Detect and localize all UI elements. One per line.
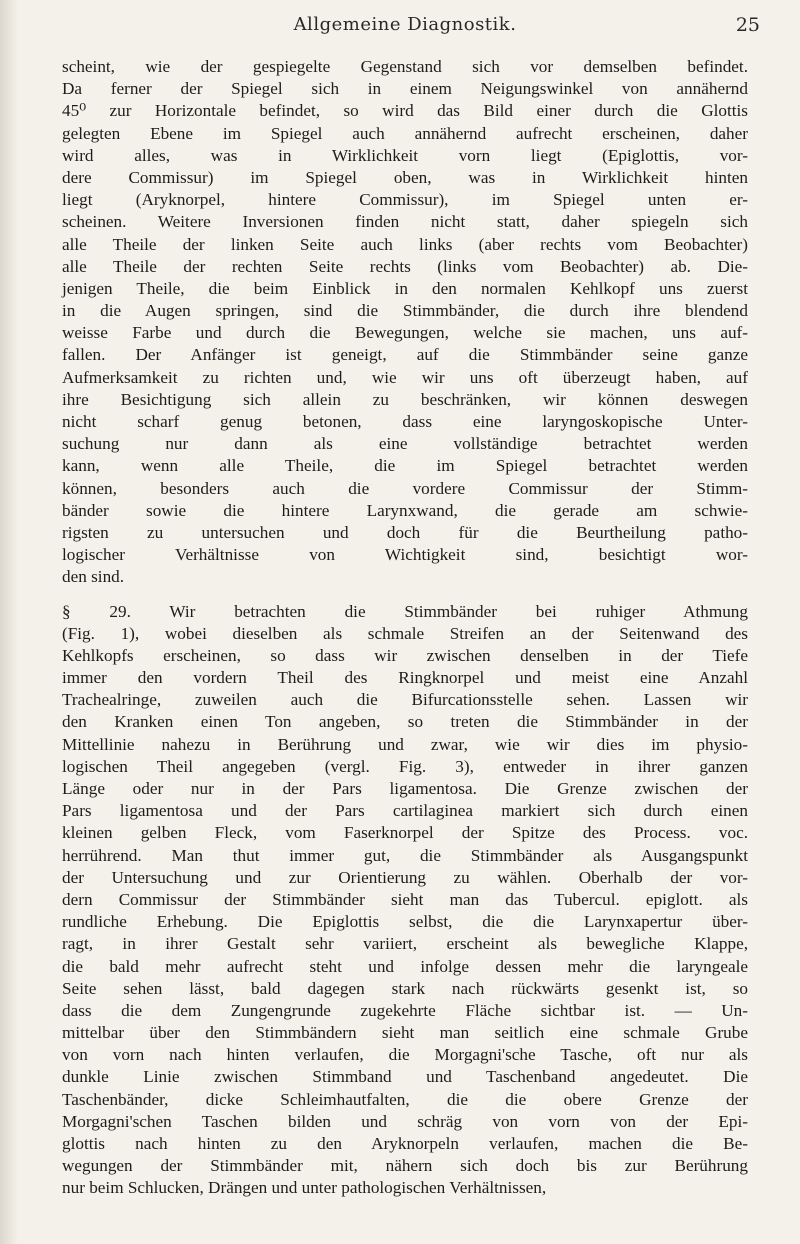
body-text xyxy=(62,56,748,1200)
text-line: alle Theile der rechten Seite rechts (links vom Beobachter) ab. Die- xyxy=(62,256,748,276)
text-line: in die Augen springen, sind die Stimmbänder, die durch ihre blendend xyxy=(62,301,748,321)
text-line: Seite sehen lässt, bald dagegen stark nach rückwärts gesenkt ist, so xyxy=(62,978,748,998)
text-line: den Kranken einen Ton angeben, so treten die Stimmbänder in der xyxy=(62,712,748,732)
page-number: 25 xyxy=(735,14,760,36)
text-line: mittelbar über den Stimmbändern sieht man seitlich eine schmale Grube xyxy=(62,1023,748,1043)
text-line: die bald mehr aufrecht steht und infolge dessen mehr die laryngeale xyxy=(62,956,748,976)
text-line: fallen. Der Anfänger ist geneigt, auf die Stimmbänder seine ganze xyxy=(62,345,748,365)
text-line: logischen Theil angegeben (vergl. Fig. 3), entweder in ihrer ganzen xyxy=(62,756,748,776)
page-edge-shadow xyxy=(0,0,18,1244)
text-line: Morgagni'schen Taschen bilden und schräg von vorn von der Epi- xyxy=(62,1111,748,1131)
text-line: weisse Farbe und durch die Bewegungen, welche sie machen, uns auf- xyxy=(62,323,748,343)
text-line: dunkle Linie zwischen Stimmband und Taschenband angedeutet. Die xyxy=(62,1067,748,1087)
text-line: wegungen der Stimmbänder mit, nähern sich doch bis zur Berührung xyxy=(62,1156,748,1176)
text-line: kleinen gelben Fleck, vom Faserknorpel der Spitze des Process. voc. xyxy=(62,823,748,843)
paragraph-2-section-29 xyxy=(62,601,748,1200)
text-line: glottis nach hinten zu den Aryknorpeln verlaufen, machen die Be- xyxy=(62,1134,748,1153)
text-line: gelegten Ebene im Spiegel auch annähernd aufrecht erscheinen, daher xyxy=(62,123,748,143)
text-line: dern Commissur der Stimmbänder sieht man das Tubercul. epiglott. als xyxy=(62,889,748,909)
text-line: kann, wenn alle Theile, die im Spiegel betrachtet werden xyxy=(62,456,748,476)
text-line: Pars ligamentosa und der Pars cartilaginea markiert sich durch einen xyxy=(62,801,748,821)
text-line: Kehlkopfs erscheinen, so dass wir zwischen denselben in der Tiefe xyxy=(62,645,748,665)
text-line: Da ferner der Spiegel sich in einem Neigungswinkel von annähernd xyxy=(62,79,748,99)
text-line: § 29. Wir betrachten die Stimmbänder bei ruhiger Athmung xyxy=(62,601,748,621)
text-line: nicht scharf genug betonen, dass eine laryngoskopische Unter- xyxy=(62,412,748,431)
text-line: jenigen Theile, die beim Einblick in den normalen Kehlkopf uns zuerst xyxy=(62,278,748,298)
text-line: wird alles, was in Wirklichkeit vorn liegt (Epiglottis, vor- xyxy=(62,145,748,165)
text-line: logischer Verhältnisse von Wichtigkeit sind, besichtigt wor- xyxy=(62,545,748,565)
text-line: Aufmerksamkeit zu richten und, wie wir uns oft überzeugt haben, auf xyxy=(62,367,748,387)
text-line: scheint, wie der gespiegelte Gegenstand sich vor demselben befindet. xyxy=(62,57,748,76)
text-line: von vorn nach hinten verlaufen, die Morgagni'sche Tasche, oft nur als xyxy=(62,1045,748,1065)
text-line: alle Theile der linken Seite auch links (aber rechts vom Beobachter) xyxy=(62,234,748,254)
text-line: nur beim Schlucken, Drängen und unter pathologischen Verhältnissen, xyxy=(62,1178,547,1198)
text-line: den sind. xyxy=(62,567,125,587)
text-line: Mittellinie nahezu in Berührung und zwar, wie wir dies im physio- xyxy=(62,734,748,754)
text-line: dere Commissur) im Spiegel oben, was in Wirklichkeit hinten xyxy=(62,167,748,187)
text-line: Taschenbänder, dicke Schleimhautfalten, die die obere Grenze der xyxy=(62,1089,748,1109)
text-line: Länge oder nur in der Pars ligamentosa. Die Grenze zwischen der xyxy=(62,779,748,798)
text-line: herrührend. Man thut immer gut, die Stimmbänder als Ausgangspunkt xyxy=(62,845,748,865)
running-header xyxy=(50,14,760,40)
text-line: Trachealringe, zuweilen auch die Bifurcationsstelle sehen. Lassen wir xyxy=(62,690,748,710)
text-line: suchung nur dann als eine vollständige betrachtet werden xyxy=(62,434,748,454)
text-line: (Fig. 1), wobei dieselben als schmale Streifen an der Seitenwand des xyxy=(62,623,748,643)
text-line: 45⁰ zur Horizontale befindet, so wird das Bild einer durch die Glottis xyxy=(62,101,748,121)
text-line: ragt, in ihrer Gestalt sehr variiert, erscheint als bewegliche Klappe, xyxy=(62,934,748,954)
running-title: Allgemeine Diagnostik. xyxy=(293,14,517,35)
text-line: rigsten zu untersuchen und doch für die Beurtheilung patho- xyxy=(62,522,748,542)
text-line: bänder sowie die hintere Larynxwand, die gerade am schwie- xyxy=(62,500,748,520)
text-line: scheinen. Weitere Inversionen finden nicht statt, daher spiegeln sich xyxy=(62,212,748,232)
text-line: rundliche Erhebung. Die Epiglottis selbst, die die Larynxapertur über- xyxy=(62,912,748,932)
text-line: der Untersuchung und zur Orientierung zu wählen. Oberhalb der vor- xyxy=(62,867,748,887)
text-line: immer den vordern Theil des Ringknorpel und meist eine Anzahl xyxy=(62,668,748,688)
paragraph-1 xyxy=(62,56,748,589)
text-line: dass die dem Zungengrunde zugekehrte Fläche sichtbar ist. — Un- xyxy=(62,1000,748,1020)
text-line: ihre Besichtigung sich allein zu beschränken, wir können deswegen xyxy=(62,389,748,409)
text-line: liegt (Aryknorpel, hintere Commissur), im Spiegel unten er- xyxy=(62,190,748,210)
text-line: können, besonders auch die vordere Commissur der Stimm- xyxy=(62,478,748,498)
